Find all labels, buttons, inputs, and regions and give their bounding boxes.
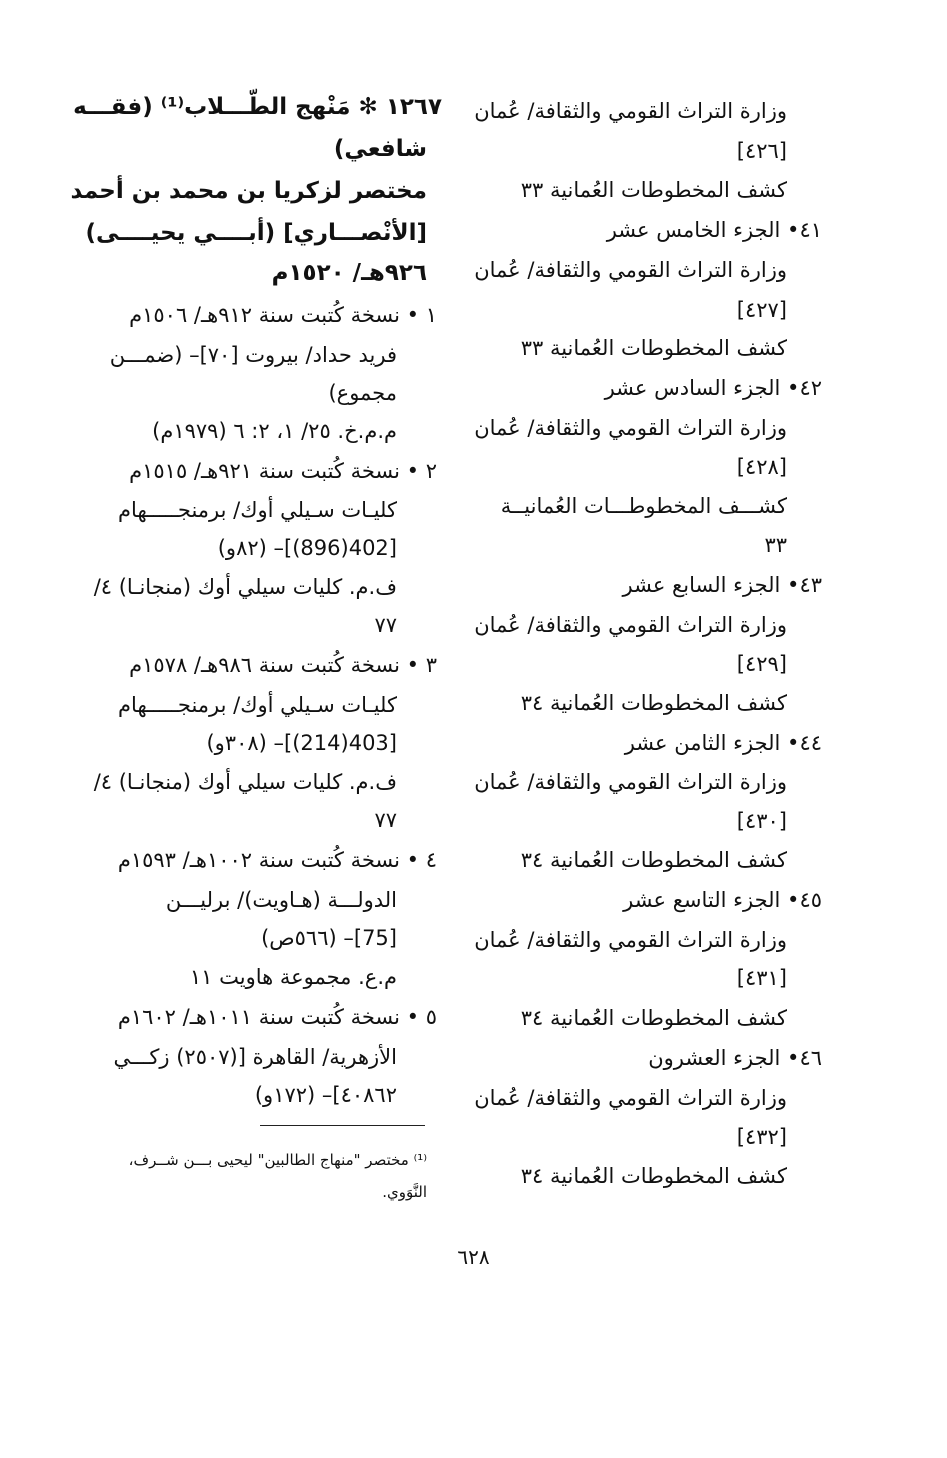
copy-reference: ف.م. كليات سيلي أوك (منجانـا) ٤/ <box>93 575 397 599</box>
entry-author: مختصر لزكريا بن محمد بن أحمد <box>70 178 427 204</box>
copy-shelfmark: [403(214)]– (٣٠٨و) <box>206 731 397 755</box>
copy-reference-cont: ٧٧ <box>374 613 397 637</box>
footnote-separator <box>260 1125 425 1126</box>
publisher-line: وزارة التراث القومي والثقافة/ عُمان <box>474 770 787 794</box>
copy-location: الأزهرية/ القاهرة [(٢٥٠٧) زكـــي <box>113 1045 397 1069</box>
copy-shelfmark: ٤٠٨٦٢]– (١٧٢و) <box>254 1083 397 1107</box>
copy-location: كليـات سـيلي أوك/ برمنجـــــهام <box>118 498 397 522</box>
copy-item: ٢ • نسخة كُتبت سنة ٩٢١هـ/ ١٥١٥م <box>129 459 437 483</box>
copy-location-cont: مجموع) <box>328 381 397 405</box>
part-heading: ٤١• الجزء الخامس عشر <box>606 218 822 242</box>
part-heading: ٤٤• الجزء الثامن عشر <box>624 731 822 755</box>
copy-reference: ف.م. كليات سيلي أوك (منجانـا) ٤/ <box>93 770 397 794</box>
copy-shelfmark: [75]– (٥٦٦ص) <box>261 926 397 950</box>
footnote-text-cont: النَّوَوي. <box>382 1183 427 1201</box>
publisher-line: وزارة التراث القومي والثقافة/ عُمان <box>474 99 787 123</box>
copy-item: ٣ • نسخة كُتبت سنة ٩٨٦هـ/ ١٥٧٨م <box>129 653 437 677</box>
ref-number: [٤٢٨] <box>736 455 787 479</box>
copy-reference: م.ع. مجموعة هاويت ١١ <box>189 965 397 989</box>
ref-number: [٤٢٧] <box>736 298 787 322</box>
ref-number: [٤٢٦] <box>736 139 787 163</box>
entry-title-cont: شافعي) <box>333 136 427 162</box>
catalog-line: كشف المخطوطات العُمانية ٣٤ <box>520 1164 787 1188</box>
publisher-line: وزارة التراث القومي والثقافة/ عُمان <box>474 258 787 282</box>
copy-item: ١ • نسخة كُتبت سنة ٩١٢هـ/ ١٥٠٦م <box>129 303 437 327</box>
copy-location: كليـات سـيلي أوك/ برمنجـــــهام <box>118 693 397 717</box>
copy-location: الدولـــة (هـاويت)/ برليـــن <box>165 888 397 912</box>
ref-number: [٤٣٢] <box>736 1125 787 1149</box>
part-heading: ٤٥• الجزء التاسع عشر <box>623 888 822 912</box>
entry-date: ٩٢٦هـ/ ١٥٢٠م <box>271 260 427 286</box>
catalog-line: كشف المخطوطات العُمانية ٣٣ <box>520 336 787 360</box>
publisher-line: وزارة التراث القومي والثقافة/ عُمان <box>474 613 787 637</box>
catalog-line: كشف المخطوطات العُمانية ٣٣ <box>520 178 787 202</box>
catalog-line: كشف المخطوطات العُمانية ٣٤ <box>520 848 787 872</box>
publisher-line: وزارة التراث القومي والثقافة/ عُمان <box>474 928 787 952</box>
entry-title: ١٢٦٧ ✻ مَنْهج الطّـــلاب⁽¹⁾ (فقـــه <box>73 94 442 120</box>
copy-location: فريد حداد/ بيروت [٧٠]– (ضمـــن <box>109 343 397 367</box>
entry-author-cont: [الأنْصـــاري] (أبــــي يحيــــى) <box>85 220 427 246</box>
copy-shelfmark: [402(896)]– (٨٢و) <box>217 536 397 560</box>
part-heading: ٤٢• الجزء السادس عشر <box>604 376 822 400</box>
part-heading: ٤٦• الجزء العشرون <box>648 1046 822 1070</box>
publisher-line: وزارة التراث القومي والثقافة/ عُمان <box>474 416 787 440</box>
page-number: ٦٢٨ <box>457 1245 490 1269</box>
catalog-line: كشف المخطوطات العُمانية ٣٤ <box>520 691 787 715</box>
part-heading: ٤٣• الجزء السابع عشر <box>622 573 822 597</box>
copy-item: ٤ • نسخة كُتبت سنة ١٠٠٢هـ/ ١٥٩٣م <box>117 848 437 872</box>
ref-number: [٤٣١] <box>736 966 787 990</box>
copy-reference-cont: ٧٧ <box>374 808 397 832</box>
catalog-line: كشف المخطوطات العُمانية ٣٤ <box>520 1006 787 1030</box>
footnote-text: ⁽¹⁾ مختصر "منهاج الطالبين" ليحيى بـــن شــرف، <box>128 1151 427 1169</box>
ref-number: [٤٣٠] <box>736 809 787 833</box>
ref-number: [٤٢٩] <box>736 652 787 676</box>
copy-item: ٥ • نسخة كُتبت سنة ١٠١١هـ/ ١٦٠٢م <box>117 1005 437 1029</box>
catalog-line-cont: ٣٣ <box>764 533 787 557</box>
publisher-line: وزارة التراث القومي والثقافة/ عُمان <box>474 1086 787 1110</box>
catalog-line: كشـــف المخطوطـــات العُمانيــة <box>500 494 787 518</box>
copy-reference: م.م.خ. ٢٥/ ١، ٢: ٦ (١٩٧٩م) <box>152 419 397 443</box>
